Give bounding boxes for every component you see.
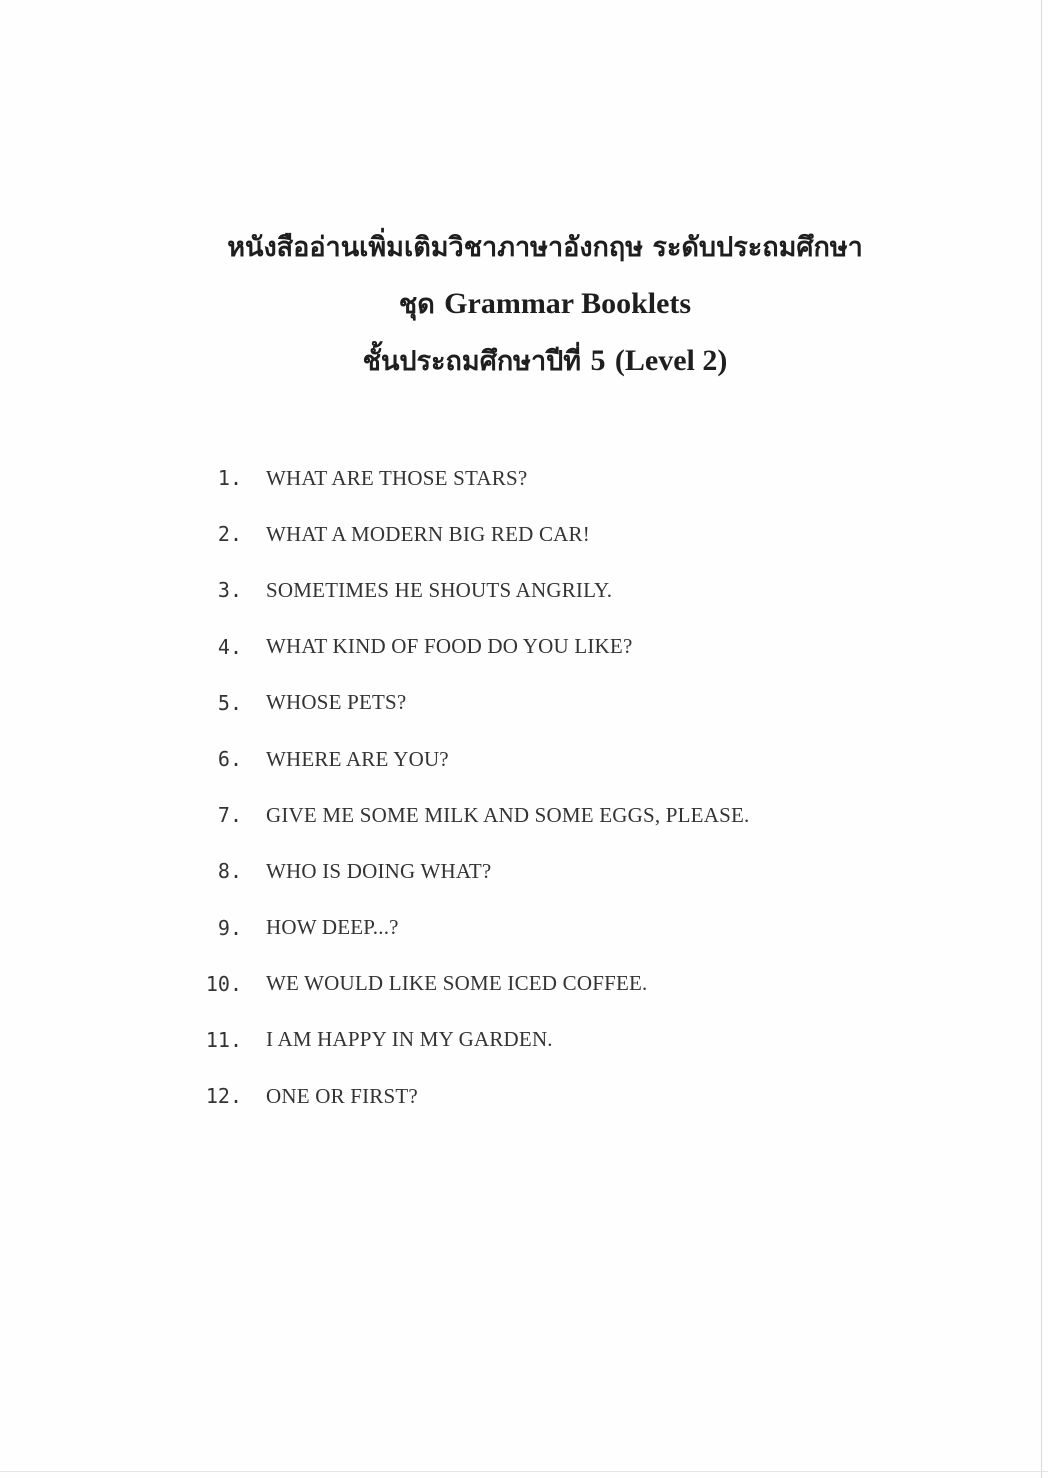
grade-label: ชั้นประถมศึกษาปีที่ — [362, 346, 582, 377]
title-block — [0, 220, 1048, 390]
toc-item-number: 10. — [205, 971, 242, 996]
toc-item-title: WHO IS DOING WHAT? — [266, 858, 492, 883]
level-label: (Level 2) — [614, 344, 728, 377]
toc-item-number: 7. — [217, 803, 242, 828]
toc-item-title: WHAT KIND OF FOOD DO YOU LIKE? — [266, 634, 633, 659]
toc-item-title: WHAT A MODERN BIG RED CAR! — [266, 521, 590, 546]
page-edge-bottom — [0, 1471, 1048, 1472]
toc-item-number: 6. — [217, 747, 242, 772]
title-line-2 — [0, 276, 1048, 333]
toc-item-number: 5. — [217, 690, 242, 715]
toc-item-title: I AM HAPPY IN MY GARDEN. — [266, 1027, 553, 1052]
toc-item-number: 12. — [205, 1084, 242, 1109]
toc-item-title: WHAT ARE THOSE STARS? — [266, 465, 528, 490]
toc-item — [0, 675, 1048, 731]
toc-item-number: 2. — [217, 522, 242, 547]
toc-item-title: HOW DEEP...? — [266, 915, 399, 940]
toc-item-number: 11. — [205, 1027, 242, 1052]
toc-item — [0, 506, 1048, 562]
toc-item — [0, 843, 1048, 899]
toc-item — [0, 562, 1048, 618]
toc-item — [0, 956, 1048, 1012]
toc-item-number: 4. — [217, 634, 242, 659]
grade-number: 5 — [590, 344, 606, 377]
title-thai-heading: หนังสืออ่านเพิ่มเติมวิชาภาษาอังกฤษ ระดับประถมศึกษา — [227, 232, 863, 263]
table-of-contents — [0, 450, 1048, 1124]
toc-item-number: 8. — [217, 859, 242, 884]
toc-item — [0, 450, 1048, 506]
toc-item-title: WHERE ARE YOU? — [266, 746, 449, 771]
toc-item-title: ONE OR FIRST? — [266, 1083, 418, 1108]
toc-item — [0, 1012, 1048, 1068]
series-name: Grammar Booklets — [444, 287, 692, 320]
toc-item-number: 9. — [217, 915, 242, 940]
toc-item-title: GIVE ME SOME MILK AND SOME EGGS, PLEASE. — [266, 802, 750, 827]
title-line-1 — [0, 220, 1048, 276]
toc-item-title: WHOSE PETS? — [266, 690, 407, 715]
toc-item-number: 1. — [217, 466, 242, 491]
series-prefix: ชุด — [398, 289, 435, 320]
toc-item — [0, 731, 1048, 787]
toc-item — [0, 787, 1048, 843]
toc-item-number: 3. — [217, 578, 242, 603]
toc-item — [0, 1068, 1048, 1124]
toc-item — [0, 900, 1048, 956]
toc-item-title: WE WOULD LIKE SOME ICED COFFEE. — [266, 971, 648, 996]
title-line-3 — [0, 333, 1048, 390]
toc-item-title: SOMETIMES HE SHOUTS ANGRILY. — [266, 577, 613, 602]
toc-item — [0, 619, 1048, 675]
